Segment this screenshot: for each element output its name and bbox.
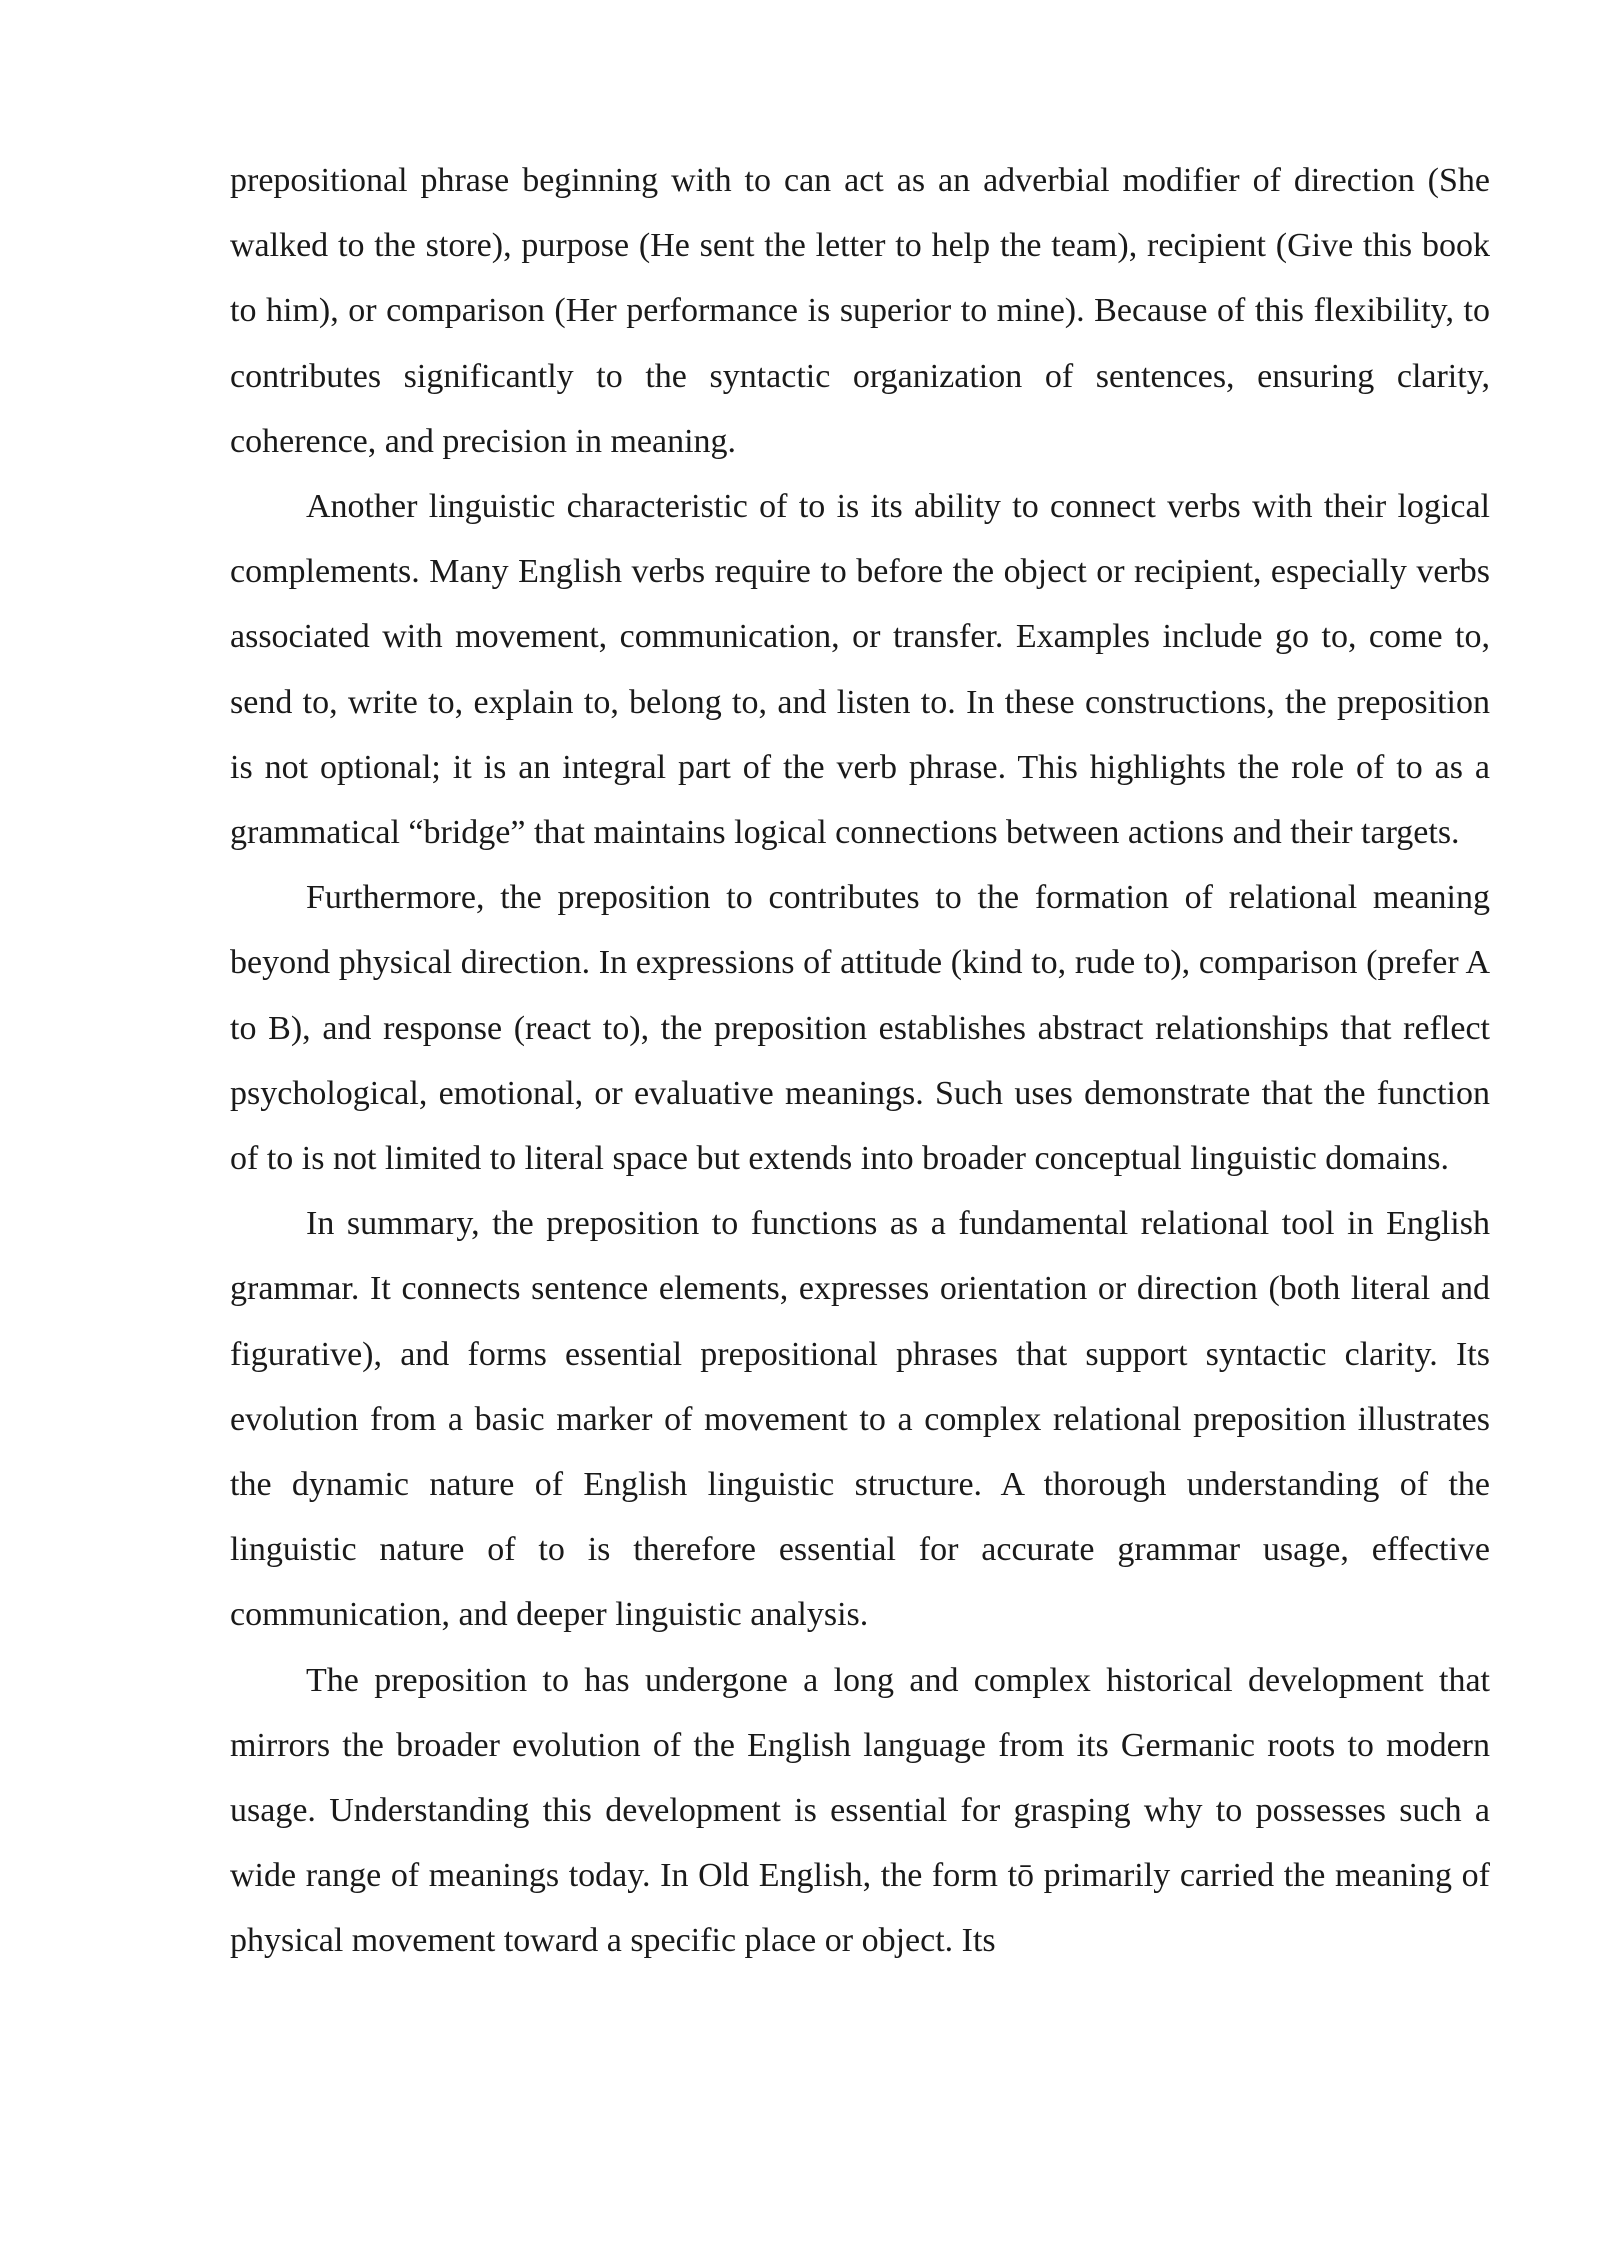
paragraph-2: Another linguistic characteristic of to is its ability to connect verbs with their logical complements. Many English verbs require to before the object or recipient, especially verbs associated with movement, communication, or transfer. Examples include go to, come to, send to, write to, explain to, belong to, and listen to. In these constructions, the preposition is not optional; it is an integral part of the verb phrase. This highlights the role of to as a grammatical “bridge” that maintains logical connections between actions and their targets. bbox=[230, 488, 1490, 852]
paragraph-1: prepositional phrase beginning with to can act as an adverbial modifier of direction (She walked to the store), purpose (He sent the letter to help the team), recipient (Give this book to him), or comparison (Her performance is superior to mine). Because of this flexibility, to contributes significantly to the syntactic organization of sentences, ensuring clarity, coherence, and precision in meaning. bbox=[230, 162, 1490, 460]
paragraph-3: Furthermore, the preposition to contributes to the formation of relational meaning beyond physical direction. In expressions of attitude (kind to, rude to), comparison (prefer A to B), and response (react to), the preposition establishes abstract relationships that reflect psychological, emotional, or evaluative meanings. Such uses demonstrate that the function of to is not limited to literal space but extends into broader conceptual linguistic domains. bbox=[230, 879, 1490, 1178]
paragraph-5: The preposition to has undergone a long and complex historical development that mirrors the broader evolution of the English language from its Germanic roots to modern usage. Understanding this development is essential for grasping why to possesses such a wide range of meanings today. In Old English, the form tō primarily carried the meaning of physical movement toward a specific place or object. Its bbox=[230, 1661, 1490, 1960]
paragraph-4: In summary, the preposition to functions as a fundamental relational tool in English grammar. It connects sentence elements, expresses orientation or direction (both literal and figurative), and forms essential prepositional phrases that support syntactic clarity. Its evolution from a basic marker of movement to a complex relational preposition illustrates the dynamic nature of English linguistic structure. A thorough understanding of the linguistic nature of to is therefore essential for accurate grammar usage, effective communication, and deeper linguistic analysis. bbox=[230, 1205, 1490, 1634]
document-body bbox=[230, 148, 1490, 1974]
